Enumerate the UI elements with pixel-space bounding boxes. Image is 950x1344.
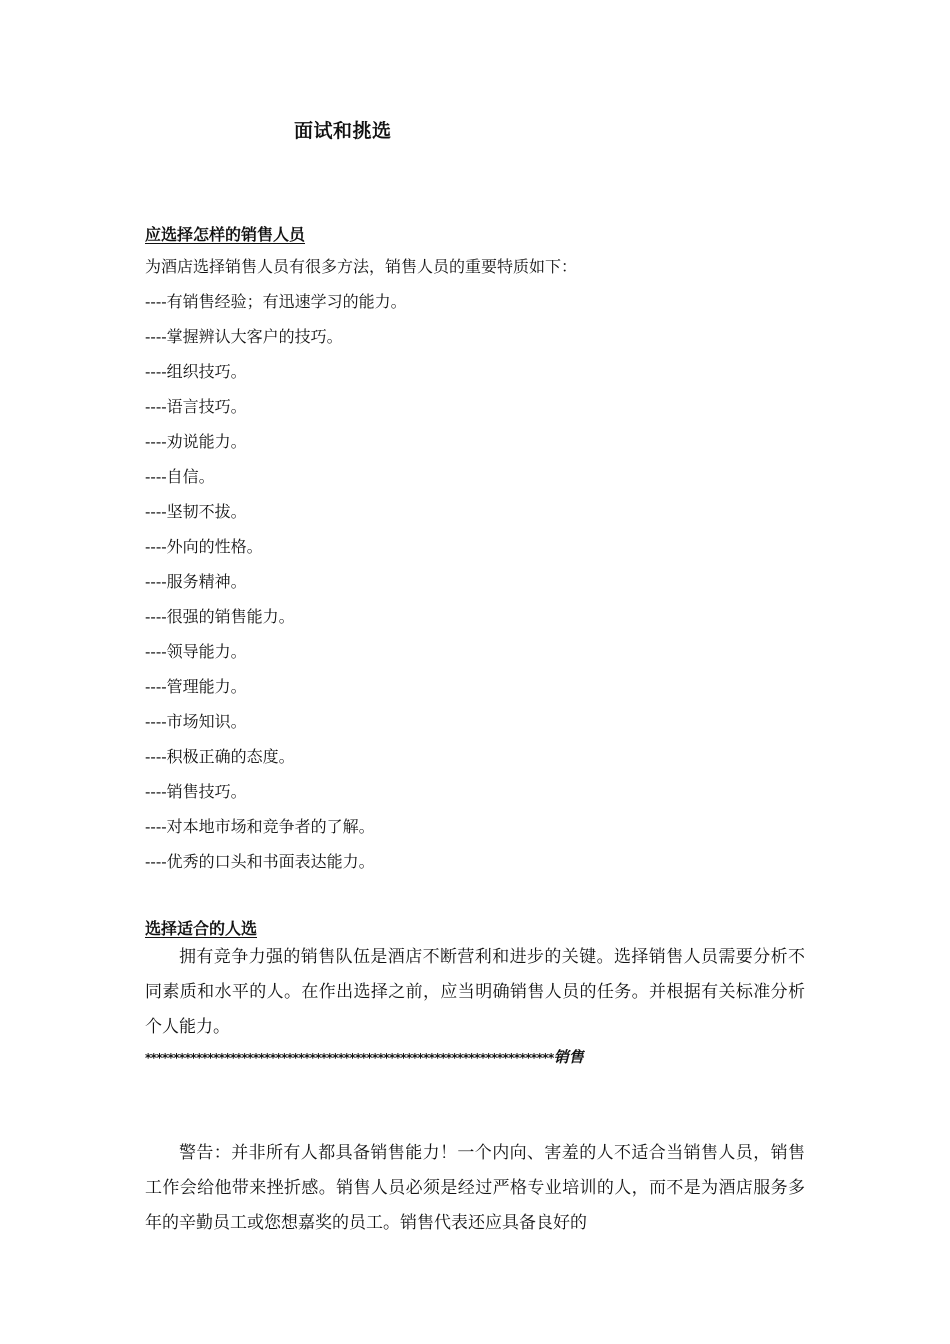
warning-paragraph: 警告：并非所有人都具备销售能力！一个内向、害羞的人不适合当销售人员，销售工作会给他带来挫折感。销售人员必须是经过严格专业培训的人，而不是为酒店服务多年的辛勤员工或您想嘉奖的员工。销售代表还应具备良好的 [145, 1143, 805, 1233]
intro-text: 为酒店选择销售人员有很多方法，销售人员的重要特质如下： [145, 257, 578, 276]
star-divider-label: 销售 [553, 1048, 584, 1066]
list-item: ----服务精神。 [145, 572, 247, 591]
star-divider-stars: ************************************************************************ [145, 1051, 554, 1065]
star-divider [145, 1046, 584, 1067]
list-item: ----有销售经验；有迅速学习的能力。 [145, 292, 407, 311]
list-item: ----领导能力。 [145, 642, 247, 661]
list-item: ----很强的销售能力。 [145, 607, 295, 626]
list-item: ----劝说能力。 [145, 432, 247, 451]
section-heading-suitable-candidates: 选择适合的人选 [145, 919, 258, 938]
list-item: ----外向的性格。 [145, 537, 263, 556]
candidates-paragraph: 拥有竞争力强的销售队伍是酒店不断营利和进步的关键。选择销售人员需要分析不同素质和水平的人。在作出选择之前，应当明确销售人员的任务。并根据有关标准分析个人能力。 [145, 947, 805, 1037]
list-item: ----市场知识。 [145, 712, 247, 731]
list-item: ----组织技巧。 [145, 362, 247, 381]
list-item: ----优秀的口头和书面表达能力。 [145, 852, 375, 871]
section-heading-sales-staff: 应选择怎样的销售人员 [145, 225, 306, 244]
list-item: ----掌握辨认大客户的技巧。 [145, 327, 343, 346]
list-item: ----销售技巧。 [145, 782, 247, 801]
list-item: ----管理能力。 [145, 677, 247, 696]
page-title: 面试和挑选 [294, 120, 392, 142]
list-item: ----坚韧不拔。 [145, 502, 247, 521]
list-item: ----积极正确的态度。 [145, 747, 295, 766]
list-item: ----对本地市场和竞争者的了解。 [145, 817, 375, 836]
list-item: ----语言技巧。 [145, 397, 247, 416]
list-item: ----自信。 [145, 467, 215, 486]
